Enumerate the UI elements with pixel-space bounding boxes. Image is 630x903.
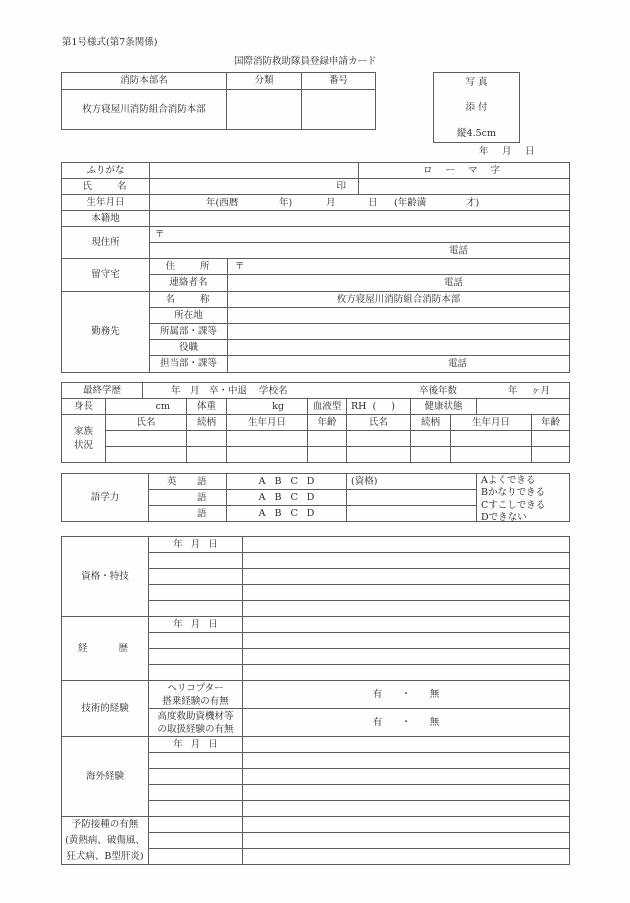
family-cell[interactable] (186, 430, 227, 447)
label-text: 血液型 (312, 400, 342, 412)
header-col-label: 消防本部名 (120, 75, 168, 87)
photo-box[interactable] (433, 72, 520, 143)
home-address-field[interactable] (227, 258, 570, 275)
name-field[interactable] (149, 178, 359, 195)
overseas-detail-field[interactable] (242, 752, 570, 769)
vaccination-detail-field[interactable] (242, 832, 570, 849)
grad-month-label: 月 (190, 384, 200, 396)
helicopter-yes-no-choice[interactable] (242, 680, 570, 709)
career-date-field[interactable] (148, 632, 243, 649)
level-options: A B C D (258, 491, 315, 503)
form-number: 第1号様式(第7条関係) (62, 37, 158, 48)
home-label (61, 258, 150, 292)
work-name-label (149, 291, 228, 308)
language-label (61, 473, 149, 522)
overseas-date-field[interactable] (148, 752, 243, 769)
overseas-date-field[interactable] (148, 800, 243, 817)
romaji-label (358, 162, 570, 179)
qualification-detail-field[interactable] (242, 536, 570, 553)
rh-value: RH ( ) (351, 400, 395, 412)
language-suffix: 語 (197, 475, 207, 487)
overseas-date-header (148, 736, 243, 753)
work-location-field[interactable] (227, 307, 570, 324)
blood-type-field[interactable] (346, 398, 411, 415)
language-level-select[interactable] (226, 473, 347, 490)
yes-no-options: 有 ・ 無 (372, 688, 440, 700)
col-label: 年齢 (317, 416, 337, 428)
family-cell[interactable] (531, 430, 570, 447)
fire-department-field[interactable] (61, 89, 227, 130)
weight-unit: kg (272, 400, 284, 412)
date-header: 年 月 日 (173, 618, 218, 630)
col-label: 生年月日 (247, 416, 286, 428)
postal-mark-icon: 〒 (155, 228, 165, 240)
label-text: 現住所 (91, 236, 120, 248)
qualification-detail-field[interactable] (242, 552, 570, 569)
school-name-label: 学校名 (259, 384, 288, 396)
label-text: 経 歴 (77, 642, 132, 654)
language-name: 英 (167, 475, 177, 487)
label-text: 資格・特技 (81, 570, 129, 582)
language-name-field[interactable] (148, 473, 227, 490)
label-text: 健康状態 (424, 400, 463, 412)
family-cell[interactable] (186, 446, 227, 463)
career-label (61, 616, 149, 681)
career-detail-field[interactable] (242, 632, 570, 649)
label-text: 海外経験 (85, 770, 124, 782)
label-text: 連絡者名 (169, 277, 208, 289)
question-text: ヘリコプター (167, 682, 224, 694)
birth-month-label: 月 (326, 196, 336, 208)
label-text: 状況 (73, 439, 93, 451)
qualification-detail-field[interactable] (242, 584, 570, 601)
graduation-status-label: 卒・中退 (209, 384, 248, 396)
health-label (410, 398, 477, 415)
work-location-label (149, 307, 228, 324)
vaccination-label (61, 816, 149, 865)
phone-label: 電話 (449, 244, 469, 256)
overseas-detail-field[interactable] (242, 800, 570, 817)
vaccination-date-field[interactable] (148, 832, 243, 849)
label-text: 本籍地 (91, 212, 120, 224)
label-text: 身長 (73, 400, 93, 412)
col-label: 氏名 (136, 416, 156, 428)
work-contact-dept-field[interactable] (227, 355, 570, 373)
work-position-label (149, 339, 228, 356)
family-cell[interactable] (410, 446, 451, 463)
qualification-detail-field[interactable] (242, 600, 570, 617)
attach-label: 添 付 (465, 102, 488, 113)
overseas-detail-field[interactable] (242, 784, 570, 801)
photo-size-label: 縦4.5cm (457, 128, 496, 139)
language-level-select[interactable] (226, 489, 347, 506)
label-text: ふりがな (86, 164, 125, 176)
overseas-date-field[interactable] (148, 784, 243, 801)
label-text: (黄熱病、破傷風、 (65, 834, 145, 846)
language-suffix: 語 (197, 491, 207, 503)
language-cert-field[interactable] (346, 489, 477, 506)
label-text: 狂犬病、B型肝炎) (66, 850, 144, 862)
language-level-legend (476, 473, 570, 522)
age-unit-label: 才) (466, 196, 480, 208)
label-text: 名 称 (165, 293, 212, 305)
qualifications-label (61, 536, 149, 617)
label-text: 最終学歴 (82, 384, 121, 396)
current-phone-field[interactable] (149, 242, 570, 259)
number-field[interactable] (301, 89, 376, 130)
label-text: ロ ー マ 字 (422, 164, 506, 176)
career-date-field[interactable] (148, 648, 243, 665)
home-contact-field[interactable] (227, 274, 570, 292)
years-since-grad-label: 卒後年数 (419, 384, 458, 396)
legend-item: Dできない (481, 512, 527, 524)
family-cell[interactable] (450, 446, 532, 463)
health-field[interactable] (476, 398, 570, 415)
header-col-label: 分類 (254, 75, 274, 87)
label-text: 生年月日 (86, 196, 125, 208)
birthdate-field[interactable] (149, 194, 570, 211)
family-cell[interactable] (105, 446, 187, 463)
label-text: 予防接種の有無 (71, 818, 139, 830)
vaccination-detail-field[interactable] (242, 816, 570, 833)
family-col-relation-2 (410, 414, 451, 431)
height-unit: cm (155, 400, 170, 412)
label-text: 技術的経験 (81, 702, 129, 714)
home-address-label (149, 258, 228, 275)
vaccination-date-field[interactable] (148, 848, 243, 865)
workplace-label (61, 291, 150, 373)
level-options: A B C D (258, 475, 315, 487)
label-text: 住 所 (165, 260, 212, 272)
birth-day-label: 日 (368, 196, 378, 208)
helicopter-question (148, 680, 243, 709)
height-field[interactable] (105, 398, 187, 415)
height-label (61, 398, 106, 415)
phone-label: 電話 (444, 277, 464, 289)
weight-field[interactable] (226, 398, 308, 415)
furigana-field[interactable] (149, 162, 359, 179)
home-contact-label (149, 274, 228, 292)
label-text: 担当部・課等 (159, 358, 217, 370)
birth-year-label: 年(西暦 (206, 196, 239, 208)
overseas-detail-field[interactable] (242, 768, 570, 785)
birth-western-year-label: 年) (279, 196, 293, 208)
question-text: の取扱経験の有無 (157, 723, 234, 735)
application-date: 年 月 日 (479, 146, 537, 157)
family-cell[interactable] (346, 446, 411, 463)
career-detail-field[interactable] (242, 648, 570, 665)
date-header: 年 月 日 (173, 738, 218, 750)
language-suffix: 語 (197, 507, 207, 519)
label-text: 勤務先 (91, 326, 120, 338)
career-date-field[interactable] (148, 664, 243, 681)
photo-label: 写 真 (465, 77, 488, 88)
family-col-birthdate (226, 414, 308, 431)
years-unit-label: 年 (508, 384, 518, 396)
work-department-field[interactable] (227, 323, 570, 340)
legend-item: Aよくできる (481, 475, 536, 486)
qualification-date-field[interactable] (148, 584, 243, 601)
language-level-select[interactable] (226, 505, 347, 522)
family-col-birthdate-2 (450, 414, 532, 431)
date-header: 年 月 日 (173, 538, 218, 550)
label-text: 家族 (73, 425, 93, 437)
label-text: 語学力 (90, 491, 120, 503)
label-text: 留守宅 (91, 269, 120, 281)
yes-no-options: 有 ・ 無 (372, 716, 440, 728)
work-department-label (149, 323, 228, 340)
family-col-age (307, 414, 347, 431)
question-text: 搭乗経験の有無 (162, 695, 229, 707)
qualification-date-field[interactable] (148, 552, 243, 569)
classification-field[interactable] (226, 89, 302, 130)
header-col-classification (226, 72, 302, 90)
header-col-label: 番号 (328, 75, 348, 87)
work-name-field[interactable] (227, 291, 570, 308)
weight-label (186, 398, 227, 415)
qualification-detail-field[interactable] (242, 568, 570, 585)
vaccination-date-field[interactable] (148, 816, 243, 833)
family-col-name-2 (346, 414, 411, 431)
header-col-fire-department (61, 72, 227, 90)
overseas-detail-field[interactable] (242, 736, 570, 753)
career-date-header (148, 616, 243, 633)
work-position-field[interactable] (227, 339, 570, 356)
qualification-date-field[interactable] (148, 600, 243, 617)
language-name-field[interactable] (148, 489, 227, 506)
family-cell[interactable] (307, 446, 347, 463)
domicile-field[interactable] (149, 210, 570, 227)
rescue-equipment-yes-no-choice[interactable] (242, 708, 570, 737)
form-title: 国際消防救助隊員登録申請カード (234, 56, 377, 67)
romaji-field[interactable] (358, 178, 570, 195)
vaccination-detail-field[interactable] (242, 848, 570, 865)
language-cert-field[interactable] (346, 473, 477, 490)
name-label (61, 178, 150, 195)
question-text: 高度救助資機材等 (157, 710, 234, 722)
col-label: 年齢 (540, 416, 560, 428)
label-text: 体重 (196, 400, 216, 412)
technical-experience-label (61, 680, 149, 737)
overseas-date-field[interactable] (148, 768, 243, 785)
work-contact-dept-label (149, 355, 228, 373)
birthdate-label (61, 194, 150, 211)
family-label (61, 414, 106, 463)
family-cell[interactable] (105, 430, 187, 447)
cert-label: (資格) (351, 475, 378, 487)
rescue-equipment-question (148, 708, 243, 737)
col-label: 氏名 (368, 416, 388, 428)
age-label: (年齢満 (394, 196, 427, 208)
family-cell[interactable] (450, 430, 532, 447)
qualification-date-header (148, 536, 243, 553)
family-cell[interactable] (226, 446, 308, 463)
level-options: A B C D (258, 507, 315, 519)
career-detail-field[interactable] (242, 616, 570, 633)
col-label: 生年月日 (471, 416, 510, 428)
label-text: 役職 (178, 341, 198, 353)
current-address-label (61, 226, 150, 259)
postal-mark-icon: 〒 (235, 260, 245, 272)
months-unit-label: ヶ月 (531, 384, 551, 396)
legend-item: Cすこしできる (481, 499, 546, 511)
label-text: 氏 名 (82, 180, 129, 192)
col-label: 続柄 (196, 416, 216, 428)
work-name-value: 枚方寝屋川消防組合消防本部 (336, 293, 461, 305)
grad-year-label: 年 (171, 384, 181, 396)
seal-mark: 印 (336, 180, 346, 192)
fire-department-value: 枚方寝屋川消防組合消防本部 (82, 103, 206, 115)
family-cell[interactable] (307, 430, 347, 447)
col-label: 続柄 (420, 416, 440, 428)
family-col-relation (186, 414, 227, 431)
current-address-field[interactable] (149, 226, 570, 243)
label-text: 所在地 (174, 309, 203, 321)
family-col-name (105, 414, 187, 431)
blood-type-label (307, 398, 347, 415)
education-field[interactable] (142, 382, 570, 399)
header-col-number (301, 72, 376, 90)
family-cell[interactable] (346, 430, 411, 447)
family-cell[interactable] (410, 430, 451, 447)
qualification-date-field[interactable] (148, 568, 243, 585)
family-cell[interactable] (226, 430, 308, 447)
career-detail-field[interactable] (242, 664, 570, 681)
phone-label: 電話 (448, 358, 468, 370)
furigana-label (61, 162, 150, 179)
education-label (61, 382, 143, 399)
language-cert-field[interactable] (346, 505, 477, 522)
label-text: 所属部・課等 (159, 325, 217, 337)
family-cell[interactable] (531, 446, 570, 463)
language-name-field[interactable] (148, 505, 227, 522)
legend-item: Bかなりできる (481, 487, 545, 499)
family-col-age-2 (531, 414, 570, 431)
overseas-experience-label (61, 736, 149, 817)
domicile-label (61, 210, 150, 227)
